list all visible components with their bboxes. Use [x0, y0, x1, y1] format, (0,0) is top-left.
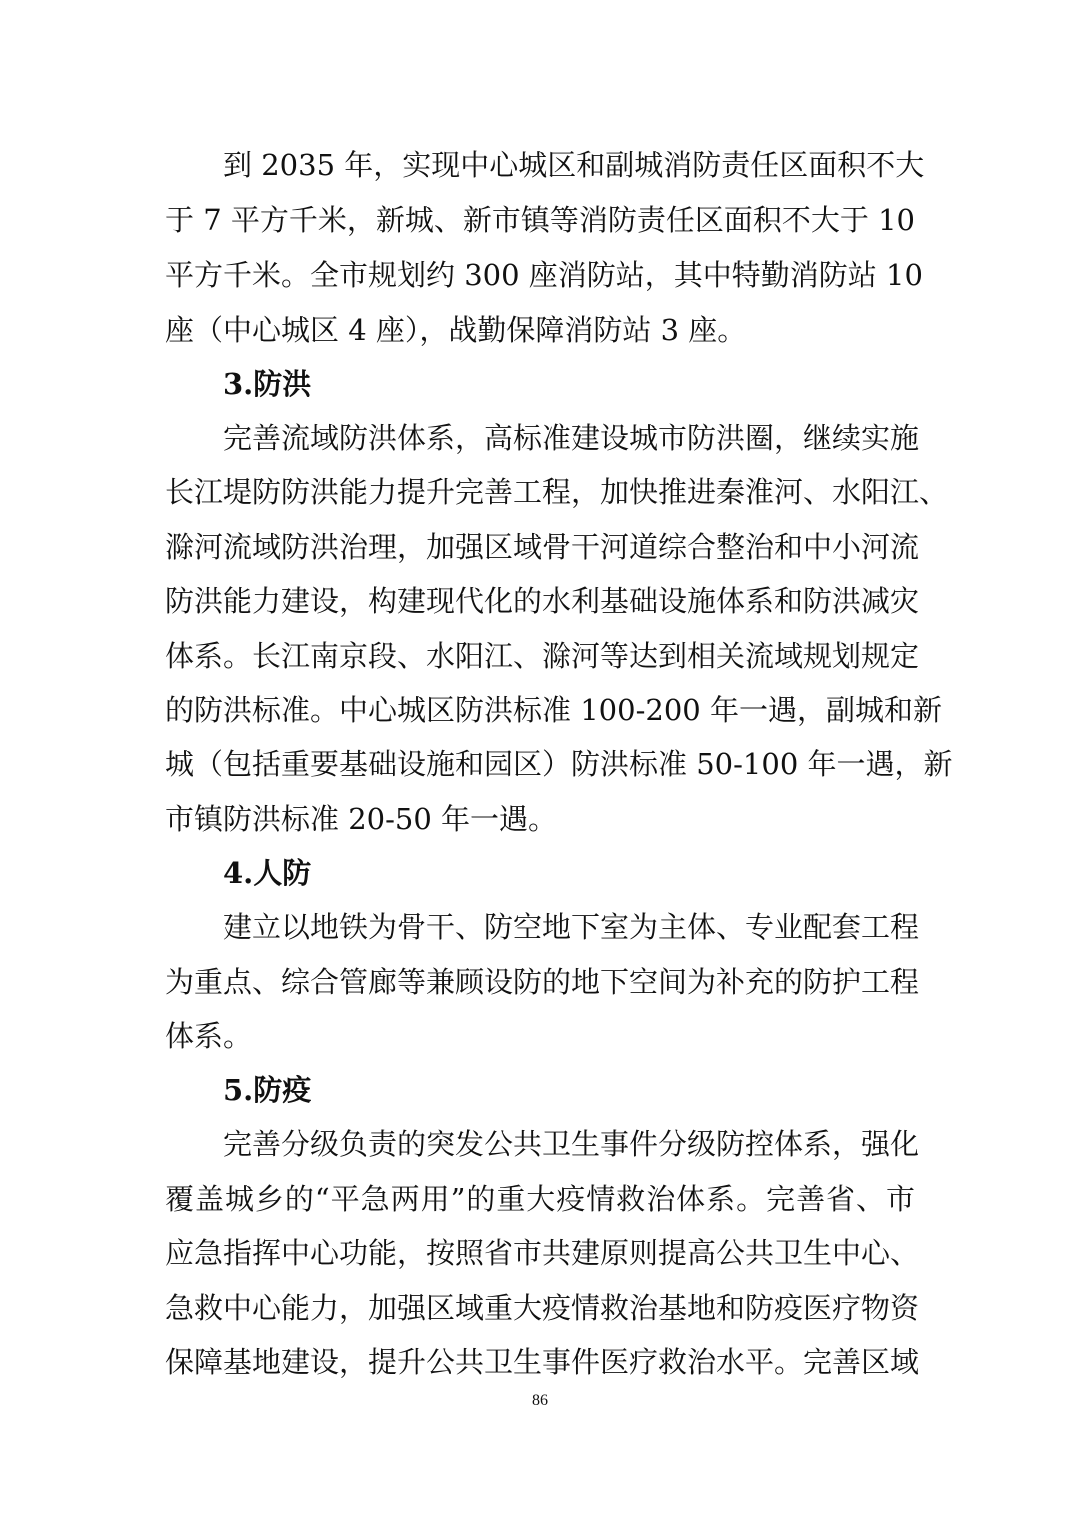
paragraph-line: 完善分级负责的突发公共卫生事件分级防控体系，强化: [223, 1127, 920, 1161]
paragraph-line: 到 2035 年，实现中心城区和副城消防责任区面积不大: [223, 148, 925, 182]
paragraph-line: 座（中心城区 4 座），战勤保障消防站 3 座。: [165, 313, 747, 347]
paragraph-line: 体系。: [165, 1019, 253, 1053]
paragraph-line: 长江堤防防洪能力提升完善工程，加快推进秦淮河、水阳江、: [165, 475, 949, 509]
paragraph-line: 完善流域防洪体系，高标准建设城市防洪圈，继续实施: [223, 421, 920, 455]
section-heading-civil-defense: 4.人防: [223, 856, 312, 890]
paragraph-line: 建立以地铁为骨干、防空地下室为主体、专业配套工程: [223, 910, 920, 944]
page-number: 86: [532, 1392, 548, 1409]
paragraph-line: 应急指挥中心功能，按照省市共建原则提高公共卫生中心、: [165, 1236, 920, 1270]
paragraph-line: 的防洪标准。中心城区防洪标准 100-200 年一遇，副城和新: [165, 693, 942, 727]
paragraph-line: 市镇防洪标准 20-50 年一遇。: [165, 802, 558, 836]
paragraph-line: 防洪能力建设，构建现代化的水利基础设施体系和防洪减灾: [165, 584, 920, 618]
paragraph-line: 体系。长江南京段、水阳江、滁河等达到相关流域规划规定: [165, 639, 920, 673]
section-heading-epidemic: 5.防疫: [223, 1073, 312, 1107]
paragraph-line: 保障基地建设，提升公共卫生事件医疗救治水平。完善区域: [165, 1345, 920, 1379]
paragraph-line: 急救中心能力，加强区域重大疫情救治基地和防疫医疗物资: [165, 1291, 920, 1325]
paragraph-line: 为重点、综合管廊等兼顾设防的地下空间为补充的防护工程: [165, 965, 920, 999]
paragraph-line: 滁河流域防洪治理，加强区域骨干河道综合整治和中小河流: [165, 530, 920, 564]
paragraph-line: 平方千米。全市规划约 300 座消防站，其中特勤消防站 10: [165, 258, 923, 292]
section-heading-flood: 3.防洪: [223, 367, 312, 401]
paragraph-line: 城（包括重要基础设施和园区）防洪标准 50-100 年一遇，新: [165, 747, 953, 781]
paragraph-line: 覆盖城乡的“平急两用”的重大疫情救治体系。完善省、市: [165, 1182, 915, 1216]
paragraph-line: 于 7 平方千米，新城、新市镇等消防责任区面积不大于 10: [165, 203, 916, 237]
